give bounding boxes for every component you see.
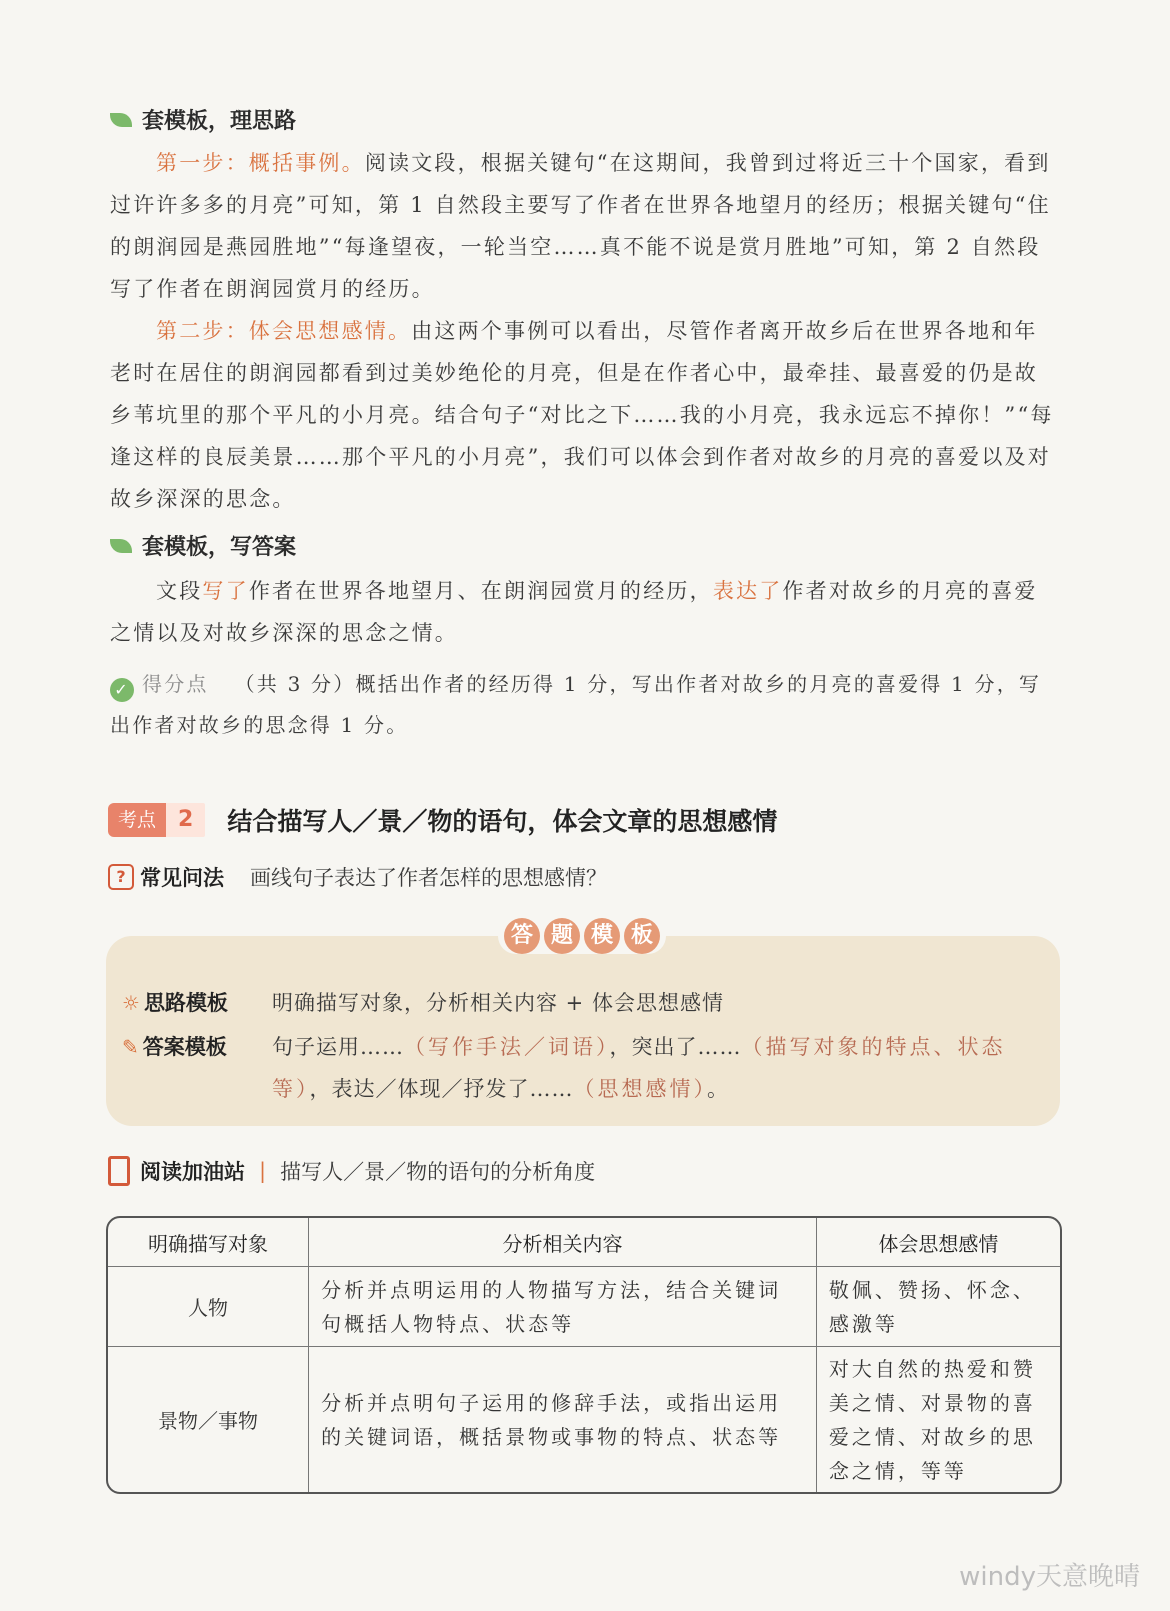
template-part: 。 — [707, 1077, 729, 1101]
step2-text: 由这两个事例可以看出，尽管作者离开故乡后在世界各地和年老时在居住的朗润园都看到过美妙绝伦的月亮，但是在作者心中，最牵挂、最喜爱的仍是故乡苇坑里的那个平凡的小月亮。结合句子“对比之下……我的小月亮，我永远忘不掉你！”“每逢这样的良辰美景……那个平凡的小月亮”，我们可以体会到作者对故乡的月亮的喜爱以及对故乡深深的思念。 — [110, 319, 1054, 511]
table-cell-emotion: 敬佩、赞扬、怀念、感激等 — [817, 1267, 1060, 1347]
analysis-table — [106, 1216, 1062, 1494]
divider: | — [259, 1159, 267, 1183]
title-char: 答 — [504, 918, 540, 954]
exam-point-header — [108, 802, 777, 838]
leaf-icon — [110, 113, 132, 127]
common-question — [108, 862, 607, 892]
section-heading-text: 套模板，写答案 — [142, 535, 297, 560]
thinking-template-text: 明确描写对象，分析相关内容 + 体会思想感情 — [272, 991, 724, 1015]
step1-paragraph — [110, 142, 1060, 310]
table-cell-analysis: 分析并点明句子运用的修辞手法，或指出运用的关键词语，概括景物或事物的特点、状态等 — [309, 1347, 817, 1492]
section-heading-answer — [110, 530, 296, 561]
table-cell-object: 景物／事物 — [108, 1347, 309, 1492]
answer-template-text — [272, 1026, 1062, 1110]
table-row — [108, 1347, 1060, 1492]
answer-paragraph — [110, 570, 1060, 654]
table-cell-emotion: 对大自然的热爱和赞美之情、对景物的喜爱之情、对故乡的思念之情，等等 — [828, 1356, 1036, 1483]
check-icon: ✓ — [110, 678, 134, 702]
answer-text: 文段 — [156, 579, 203, 603]
score-points — [110, 664, 1060, 746]
fuel-pump-icon — [108, 1156, 130, 1186]
question-label: 常见问法 — [140, 866, 224, 890]
table-cell-analysis: 分析并点明运用的人物描写方法，结合关键词句概括人物特点、状态等 — [309, 1267, 817, 1347]
template-part: 句子运用…… — [272, 1035, 404, 1059]
reading-station-text: 描写人／景／物的语句的分析角度 — [280, 1160, 596, 1184]
template-placeholder: （描写对象的特点、状态等） — [272, 1035, 1006, 1101]
exam-point-number: 2 — [166, 803, 205, 837]
step2-label: 第二步：体会思想感情。 — [156, 319, 412, 343]
question-text: 画线句子表达了作者怎样的思想感情？ — [250, 866, 607, 890]
score-label: 得分点 — [142, 672, 209, 696]
step2-paragraph — [110, 310, 1060, 520]
step1-text: 阅读文段，根据关键句“在这期间，我曾到过将近三十个国家，看到过许许多多的月亮”可知，第 1 自然段主要写了作者在世界各地望月的经历；根据关键句“住的朗润园是燕园胜地”“每逢望夜，一轮当空……真不能不说是赏月胜地”可知，第 2 自然段写了作者在朗润园赏月的经历。 — [110, 151, 1051, 301]
section-heading-text: 套模板，理思路 — [142, 109, 297, 134]
table-cell-object: 人物 — [108, 1267, 309, 1347]
thinking-template-key — [122, 982, 272, 1024]
step1-label: 第一步：概括事例。 — [156, 151, 365, 175]
thinking-template-label: 思路模板 — [143, 991, 228, 1015]
score-text: （共 3 分）概括出作者的经历得 1 分，写出作者对故乡的月亮的喜爱得 1 分，写出作者对故乡的思念得 1 分。 — [110, 672, 1042, 737]
template-placeholder: （写作手法／词语） — [404, 1035, 610, 1059]
thinking-template-row — [122, 982, 1062, 1024]
answer-highlight: 写了 — [202, 579, 249, 603]
question-icon: ? — [108, 864, 134, 890]
reading-station-label: 阅读加油站 — [140, 1160, 245, 1184]
answer-template-label: 答案模板 — [142, 1035, 227, 1059]
lightbulb-icon: ☼ — [122, 991, 140, 1015]
exam-point-title: 结合描写人／景／物的语句，体会文章的思想感情 — [227, 807, 778, 836]
exam-point-badge — [108, 803, 205, 837]
answer-template-row — [122, 1026, 1062, 1110]
pencil-icon: ✎ — [122, 1035, 139, 1059]
leaf-icon — [110, 539, 132, 553]
watermark: windy天意晚晴 — [959, 1562, 1140, 1592]
exam-point-label: 考点 — [108, 803, 166, 837]
title-char: 板 — [624, 918, 660, 954]
title-char: 模 — [584, 918, 620, 954]
title-char: 题 — [544, 918, 580, 954]
reading-station — [108, 1156, 595, 1186]
table-header-row — [108, 1218, 1060, 1267]
table-header: 分析相关内容 — [309, 1218, 817, 1267]
template-placeholder: （思想感情） — [573, 1077, 707, 1101]
answer-template-title — [498, 918, 666, 954]
answer-text: 作者在世界各地望月、在朗润园赏月的经历， — [248, 579, 713, 603]
answer-text: 作者对故乡的月亮的喜爱之情以及对故乡深深的思念之情。 — [110, 579, 1038, 645]
template-part: ，突出了…… — [609, 1035, 742, 1059]
answer-template-key — [122, 1026, 272, 1110]
table-header: 明确描写对象 — [108, 1218, 309, 1267]
table-row — [108, 1267, 1060, 1347]
section-heading-reasoning — [110, 104, 296, 135]
answer-highlight: 表达了 — [712, 579, 783, 603]
table-header: 体会思想感情 — [817, 1218, 1060, 1267]
template-part: ，表达／体现／抒发了…… — [309, 1077, 574, 1101]
